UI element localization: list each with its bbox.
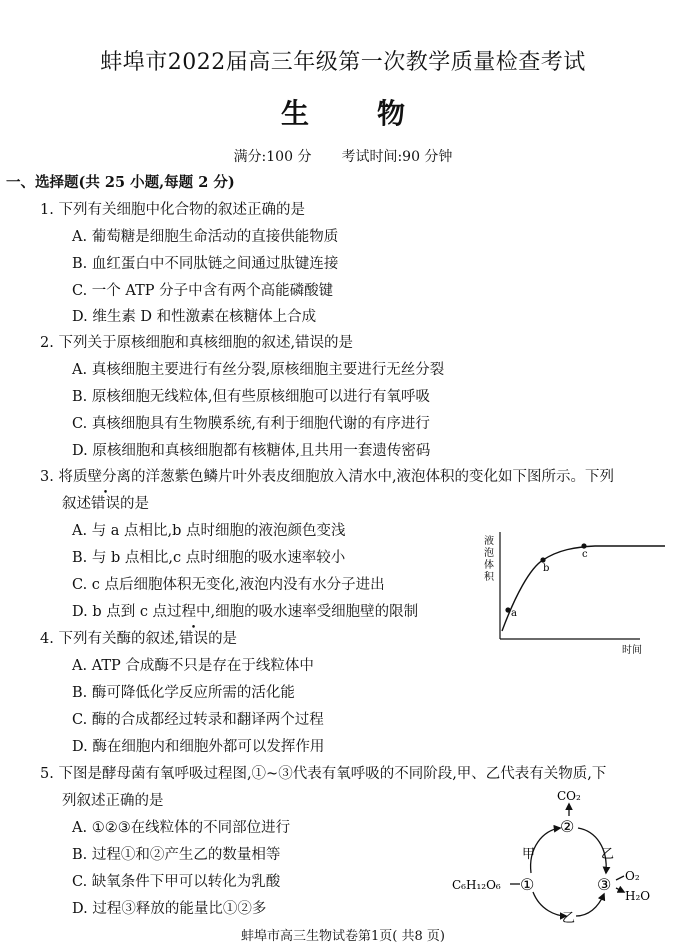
- glucose-label: C₆H₁₂O₆: [452, 878, 501, 892]
- full-marks: 满分:100 分: [233, 149, 312, 165]
- exam-time: 考试时间:90 分钟: [341, 149, 453, 165]
- question-stem-line2: 列叙述正确的是: [62, 793, 164, 809]
- page-footer: 蚌埠市高三生物试卷第1页( 共8 页): [241, 929, 445, 944]
- option: C. 酶的合成都经过转录和翻译两个过程: [72, 712, 324, 728]
- option: D. 酶在细胞内和细胞外都可以发挥作用: [72, 739, 325, 755]
- option: A. ATP 合成酶不只是存在于线粒体中: [72, 658, 314, 674]
- respiration-cycle-figure: [448, 788, 668, 923]
- option: D. b 点到 c 点过程中,细胞的吸水速率受细胞壁的限制: [72, 604, 419, 620]
- point-c: [581, 543, 586, 548]
- option: B. 原核细胞无线粒体,但有些原核细胞可以进行有氧呼吸: [72, 389, 430, 405]
- option: B. 与 b 点相比,c 点时细胞的吸水速率较小: [72, 550, 346, 566]
- point-label: c: [582, 549, 588, 560]
- stage-2-label: ②: [560, 817, 575, 836]
- y-axis-label-char: 泡: [484, 548, 494, 559]
- vacuole-volume-figure: [470, 526, 670, 658]
- point-label: a: [511, 608, 517, 619]
- stage-1-label: ①: [520, 875, 535, 894]
- x-axis-label: 时间: [622, 645, 642, 656]
- option: A. ①②③在线粒体的不同部位进行: [72, 820, 291, 836]
- stage-3-label: ③: [597, 875, 612, 894]
- option: A. 与 a 点相比,b 点时细胞的液泡颜色变浅: [72, 523, 346, 539]
- y-axis-label-char: 液: [484, 536, 494, 547]
- jia-label: 甲: [522, 847, 536, 862]
- option: A. 真核细胞主要进行有丝分裂,原核细胞主要进行无丝分裂: [72, 362, 445, 378]
- option: B. 血红蛋白中不同肽链之间通过肽键连接: [72, 256, 339, 272]
- h2o-label: H₂O: [625, 889, 651, 903]
- co2-label: CO₂: [557, 789, 581, 803]
- yi-label: 乙: [601, 847, 615, 862]
- arrow-yi-to-3: [576, 894, 604, 916]
- o2-line: [616, 876, 624, 880]
- subject-char: 物: [377, 97, 406, 130]
- option: C. 缺氧条件下甲可以转化为乳酸: [72, 874, 281, 890]
- question-stem-line2: 叙述错误的是: [62, 496, 149, 512]
- question-stem: 1. 下列有关细胞中化合物的叙述正确的是: [40, 202, 305, 218]
- y-axis-label-char: 积: [484, 572, 494, 583]
- section-title: 一、选择题(共 25 小题,每题 2 分): [6, 174, 235, 191]
- option: A. 葡萄糖是细胞生命活动的直接供能物质: [72, 229, 339, 245]
- option: C. 真核细胞具有生物膜系统,有利于细胞代谢的有序进行: [72, 416, 430, 432]
- point-a: [505, 607, 510, 612]
- o2-label: O₂: [625, 869, 640, 883]
- subject-char: 生: [280, 97, 309, 130]
- h2o-arrow: [616, 888, 624, 892]
- option: D. 过程③释放的能量比①②多: [72, 901, 267, 917]
- option: B. 过程①和②产生乙的数量相等: [72, 847, 281, 863]
- question-stem: 4. 下列有关酶的叙述,错误的是: [40, 631, 238, 647]
- option: D. 维生素 D 和性激素在核糖体上合成: [72, 309, 317, 325]
- exam-info: [0, 146, 686, 166]
- yi-bottom-label: 乙: [562, 911, 576, 923]
- question-stem: 5. 下图是酵母菌有氧呼吸过程图,①~③代表有氧呼吸的不同阶段,甲、乙代表有关物质,下: [40, 766, 607, 782]
- y-axis-label-char: 体: [484, 560, 494, 571]
- arrow-1-to-2: [531, 828, 560, 873]
- point-b: [540, 557, 545, 562]
- emphasis-text: 错误: [179, 631, 209, 647]
- question-stem: 2. 下列关于原核细胞和真核细胞的叙述,错误的是: [40, 335, 354, 351]
- option: B. 酶可降低化学反应所需的活化能: [72, 685, 295, 701]
- subject-title: [0, 92, 686, 132]
- option: C. 一个 ATP 分子中含有两个高能磷酸键: [72, 283, 334, 299]
- option: C. c 点后细胞体积无变化,液泡内没有水分子进出: [72, 577, 385, 593]
- question-stem: 3. 将质壁分离的洋葱紫色鳞片叶外表皮细胞放入清水中,液泡体积的变化如下图所示。下列: [40, 469, 615, 485]
- exam-title: 蚌埠市2022届高三年级第一次教学质量检查考试: [100, 50, 586, 75]
- point-label: b: [543, 563, 550, 574]
- option: D. 原核细胞和真核细胞都有核糖体,且共用一套遗传密码: [72, 443, 431, 459]
- emphasis-text: 错误: [91, 496, 120, 512]
